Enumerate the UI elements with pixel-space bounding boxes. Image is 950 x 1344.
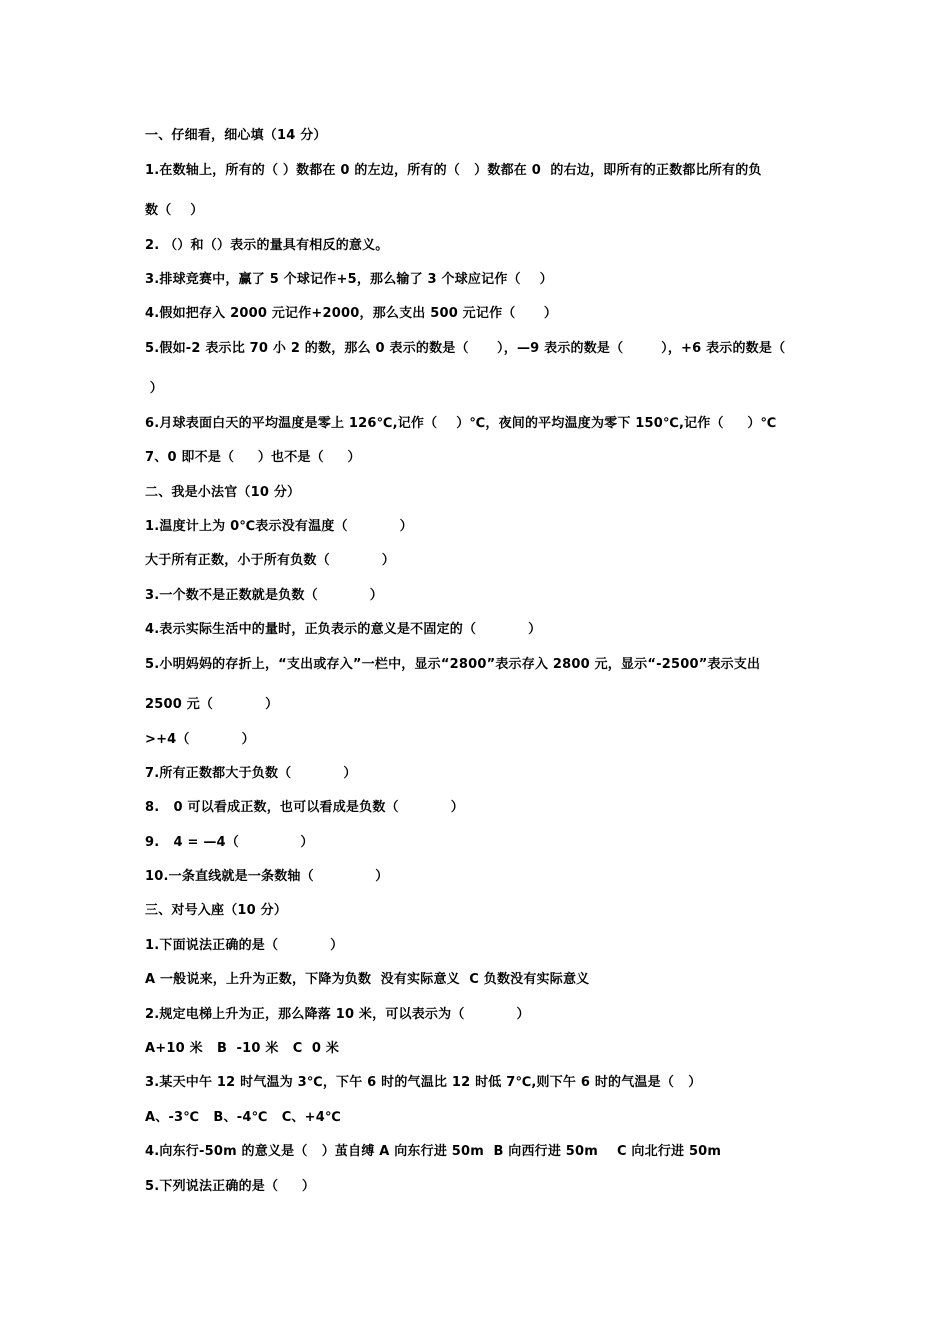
question-2-1: 1.温度计上为 0℃表示没有温度（ ） — [145, 519, 413, 534]
question-2-2: 大于所有正数，小于所有负数（ ） — [145, 553, 395, 568]
question-2-5: 5.小明妈妈的存折上，“支出或存入”一栏中，显示“2800”表示存入 2800 元，显示“-2500”表示支出 — [145, 657, 761, 672]
question-1-5-continued: ） — [145, 381, 163, 396]
question-2-10: 10.一条直线就是一条数轴（ ） — [145, 869, 389, 884]
question-3-2-options: A+10 米 B -10 米 C 0 米 — [145, 1041, 340, 1056]
question-3-3-options: A、-3℃ B、-4℃ C、+4℃ — [145, 1110, 341, 1125]
question-1-2: 2. （）和（）表示的量具有相反的意义。 — [145, 238, 389, 253]
question-2-9: 9. 4 = —4（ ） — [145, 835, 314, 850]
question-1-7: 7、0 即不是（ ）也不是（ ） — [145, 450, 361, 465]
question-3-3: 3.某天中午 12 时气温为 3℃，下午 6 时的气温比 12 时低 7℃,则下午 6 时的气温是（ ） — [145, 1075, 702, 1090]
question-2-7: 7.所有正数都大于负数（ ） — [145, 766, 357, 781]
question-3-5: 5.下列说法正确的是（ ） — [145, 1179, 316, 1194]
question-1-1-continued: 数（ ） — [145, 203, 204, 218]
question-1-4: 4.假如把存入 2000 元记作+2000，那么支出 500 元记作（ ） — [145, 306, 558, 321]
question-1-5: 5.假如-2 表示比 70 小 2 的数，那么 0 表示的数是（ ），—9 表示的数是（ ），+6 表示的数是（ — [145, 341, 786, 356]
question-3-4: 4.向东行-50m 的意义是（ ）茧自缚 A 向东行进 50m B 向西行进 50m C 向北行进 50m — [145, 1144, 722, 1159]
question-1-3: 3.排球竞赛中，赢了 5 个球记作+5，那么输了 3 个球应记作（ ） — [145, 272, 553, 287]
section-1-heading: 一、仔细看，细心填（14 分） — [145, 128, 327, 143]
question-2-6: >+4（ ） — [145, 732, 255, 747]
question-2-8: 8. 0 可以看成正数，也可以看成是负数（ ） — [145, 800, 464, 815]
question-1-6: 6.月球表面白天的平均温度是零上 126℃,记作（ ）℃，夜间的平均温度为零下 150℃,记作（ ）℃ — [145, 416, 777, 431]
question-2-3: 3.一个数不是正数就是负数（ ） — [145, 588, 383, 603]
question-2-4: 4.表示实际生活中的量时，正负表示的意义是不固定的（ ） — [145, 622, 542, 637]
question-3-2: 2.规定电梯上升为正，那么降落 10 米，可以表示为（ ） — [145, 1007, 530, 1022]
section-3-heading: 三、对号入座（10 分） — [145, 903, 288, 918]
question-2-5-continued: 2500 元（ ） — [145, 697, 279, 712]
question-3-1: 1.下面说法正确的是（ ） — [145, 938, 344, 953]
question-3-1-options: A 一般说来，上升为正数，下降为负数 没有实际意义 C 负数没有实际意义 — [145, 972, 590, 987]
question-1-1: 1.在数轴上，所有的（ ）数都在 0 的左边，所有的（ ）数都在 0 的右边，即所有的正数都比所有的负 — [145, 163, 762, 178]
section-2-heading: 二、我是小法官（10 分） — [145, 485, 301, 500]
